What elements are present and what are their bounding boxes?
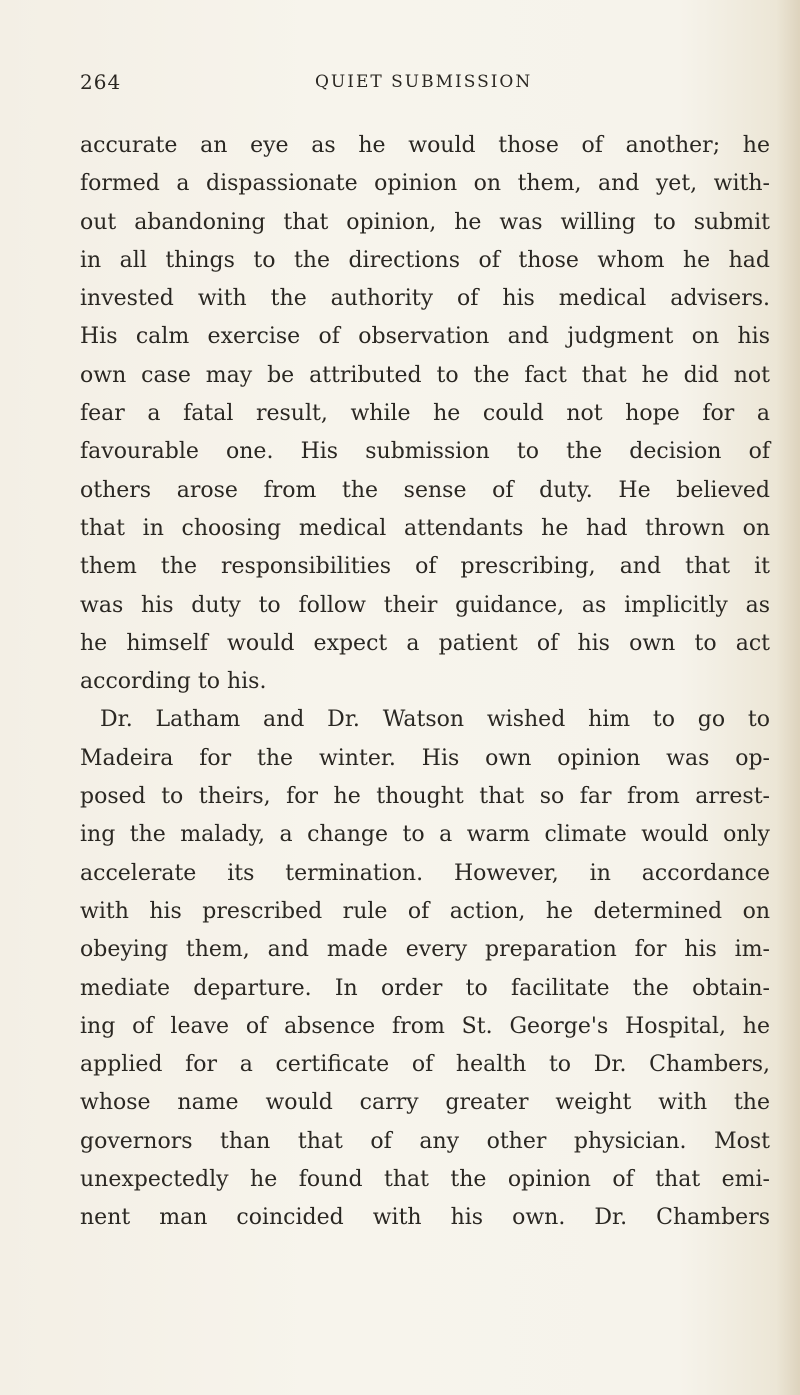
text-line: applied for a certificate of health to Dr. Chambers, xyxy=(80,1052,770,1078)
text-line: according to his. xyxy=(80,669,267,695)
text-line: accurate an eye as he would those of another; he xyxy=(80,133,770,158)
text-line: Madeira for the winter. His own opinion was op- xyxy=(80,745,770,771)
text-line: them the responsibilities of prescribing, and that it xyxy=(80,554,770,580)
text-line: others arose from the sense of duty. He believed xyxy=(80,477,770,503)
text-line: invested with the authority of his medical advisers. xyxy=(80,286,770,312)
body-text xyxy=(80,127,770,1238)
running-head: QUIET SUBMISSION xyxy=(315,72,533,92)
text-line: own case may be attributed to the fact that he did not xyxy=(80,362,770,388)
text-line: fear a fatal result, while he could not hope for a xyxy=(80,401,770,427)
page-number: 264 xyxy=(80,70,122,94)
text-line: posed to theirs, for he thought that so far from arrest- xyxy=(80,784,770,810)
text-line: out abandoning that opinion, he was willing to submit xyxy=(80,209,770,235)
text-line: favourable one. His submission to the decision of xyxy=(80,439,770,465)
text-line: Dr. Latham and Dr. Watson wished him to go to xyxy=(100,707,770,733)
text-line: in all things to the directions of those whom he had xyxy=(80,247,770,273)
text-line: unexpectedly he found that the opinion of that emi- xyxy=(80,1167,770,1193)
text-line: formed a dispassionate opinion on them, and yet, with- xyxy=(80,171,770,197)
text-line: governors than that of any other physician. Most xyxy=(80,1128,770,1154)
text-line: was his duty to follow their guidance, as implicitly as xyxy=(80,592,770,618)
text-line: he himself would expect a patient of his own to act xyxy=(80,630,770,656)
text-line: His calm exercise of observation and judgment on his xyxy=(80,324,770,350)
text-line: whose name would carry greater weight with the xyxy=(80,1090,770,1116)
page-header xyxy=(80,70,770,100)
text-line: that in choosing medical attendants he had thrown on xyxy=(80,515,770,541)
text-line: ing the malady, a change to a warm climate would only xyxy=(80,822,770,848)
text-line: mediate departure. In order to facilitate the obtain- xyxy=(80,975,770,1001)
text-line: with his prescribed rule of action, he determined on xyxy=(80,898,770,924)
text-line: nent man coincided with his own. Dr. Chambers xyxy=(80,1205,770,1231)
text-line: ing of leave of absence from St. George's Hospital, he xyxy=(80,1013,770,1039)
text-line: accelerate its termination. However, in accordance xyxy=(80,860,770,886)
text-line: obeying them, and made every preparation for his im- xyxy=(80,937,770,963)
